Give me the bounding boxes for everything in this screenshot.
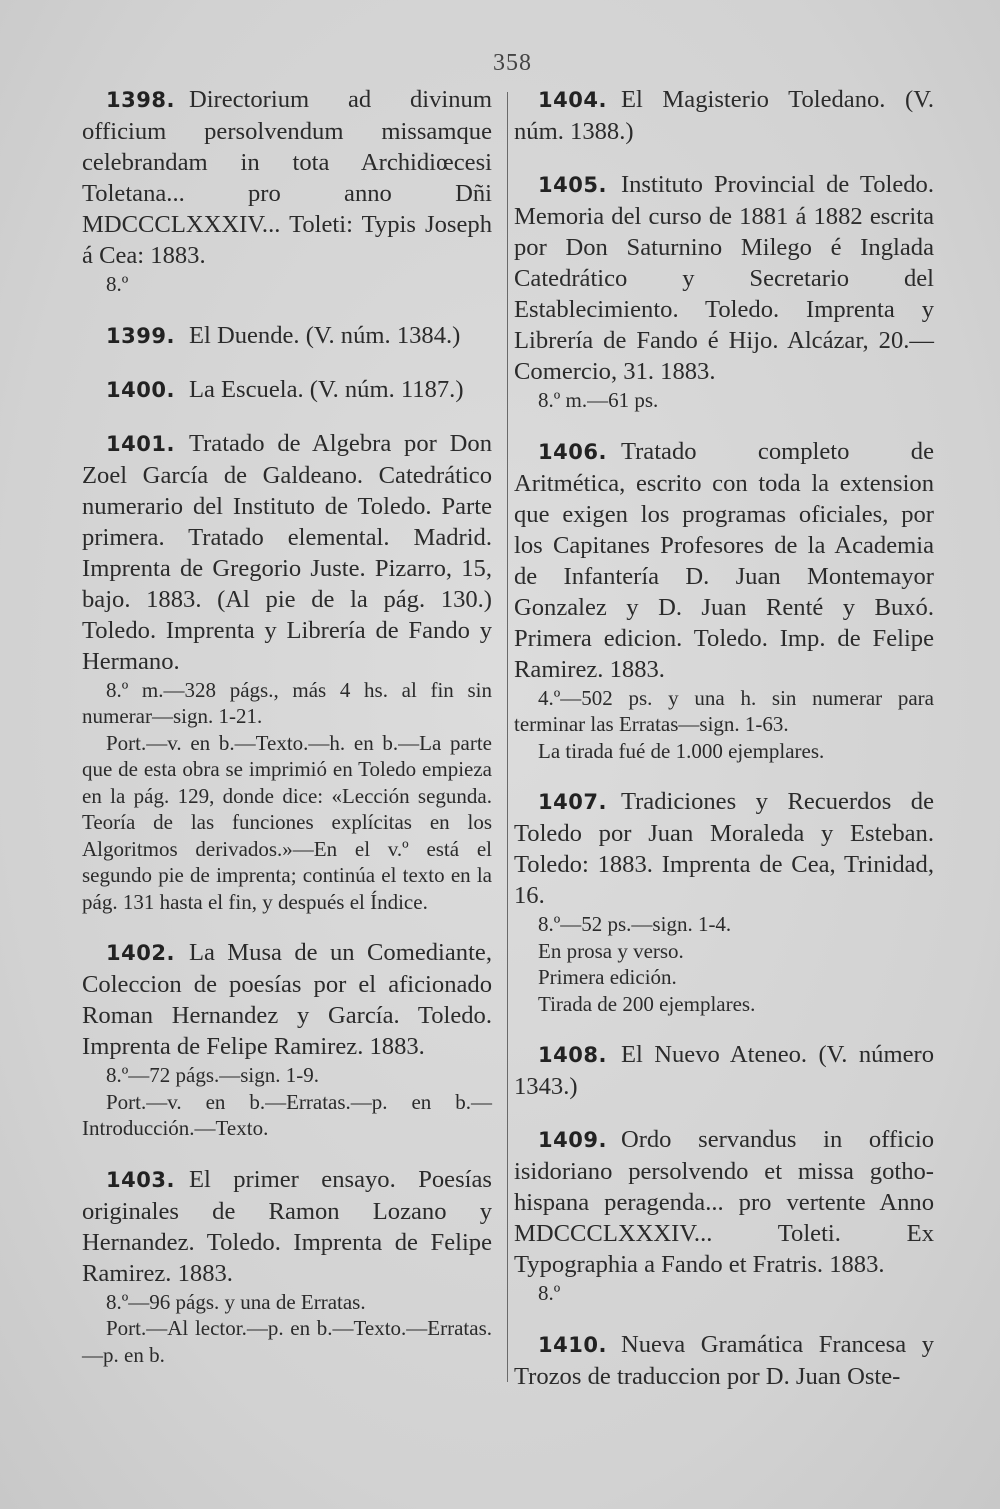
entry-note: Port.—Al lector.—p. en b.—Texto.—Erratas.—p. en b. <box>82 1316 492 1367</box>
catalog-entry-1407 <box>514 786 934 1017</box>
entry-text: El Nuevo Ateneo. (V. número 1343.) <box>514 1041 934 1100</box>
entry-number: 1407. <box>538 790 607 814</box>
entry-text: Tratado completo de Aritmética, escrito con toda la extension que exigen los programas oficiales, por los Capitanes Profesores de la Academia de Infantería D. Juan Montemayor Gonzalez y D. Juan Renté y Buxó. Primera edicion. Toledo. Imp. de Felipe Ramirez. 1883. <box>514 437 934 683</box>
entry-number: 1404. <box>538 88 607 112</box>
column-divider <box>507 92 508 1382</box>
catalog-entry-1405 <box>514 169 934 414</box>
entry-note: Port.—v. en b.—Texto.—h. en b.—La parte que de esta obra se imprimió en Toledo empieza en la pág. 129, donde dice: «Lección segunda. Teoría de las funciones explícitas en los Algoritmos derivados.»—En el v.º está el segundo pie de imprenta; continúa el texto en la pág. 131 hasta el fin, y después el Índice. <box>82 730 492 914</box>
entry-text: La Escuela. (V. núm. 1187.) <box>188 375 464 403</box>
entry-note: Primera edición. <box>538 965 677 989</box>
entry-number: 1410. <box>538 1332 607 1357</box>
entry-text: Tratado de Algebra por Don Zoel García de Galdeano. Catedrático numerario del Instituto de Toledo. Parte primera. Tratado elemental. Madrid. Imprenta de Gregorio Juste. Pizarro, 15, bajo. 1883. (Al pie de la pág. 130.) Toledo. Imprenta y Librería de Fando y Hermano. <box>82 429 492 675</box>
catalog-entry-1400 <box>82 374 492 406</box>
entry-number: 1406. <box>538 439 607 464</box>
entry-note: 4.º—502 ps. y una h. sin numerar para terminar las Erratas—sign. 1-63. <box>514 685 934 736</box>
catalog-entry-1398 <box>82 84 492 298</box>
catalog-entry-1403 <box>82 1164 492 1369</box>
entry-number: 1398. <box>106 88 175 112</box>
entry-note: Tirada de 200 ejemplares. <box>538 991 756 1016</box>
catalog-entry-1406 <box>514 436 934 765</box>
entry-note: 8.º—72 págs.—sign. 1-9. <box>106 1063 320 1087</box>
entry-text: Nueva Gramática Francesa y Trozos de traduccion por D. Juan Oste- <box>514 1330 934 1390</box>
entry-number: 1402. <box>106 941 175 965</box>
catalog-entry-1401 <box>82 428 492 916</box>
page-number: 358 <box>493 50 532 76</box>
entry-note: Port.—v. en b.—Erratas.—p. en b.—Introducción.—Texto. <box>82 1089 492 1140</box>
entry-text: El primer ensayo. Poesías originales de Ramon Lozano y Hernandez. Toledo. Imprenta de Felipe Ramirez. 1883. <box>82 1165 492 1287</box>
entry-text: Directorium ad divinum officium persolvendum missamque celebrandam in tota Archidiœcesi Toletana... pro anno Dñi MDCCCLXXXIV... Toleti: Typis Joseph á Cea: 1883. <box>82 86 492 269</box>
entry-number: 1409. <box>538 1128 607 1152</box>
entry-note: 8.º—52 ps.—sign. 1-4. <box>538 912 732 936</box>
entry-number: 1408. <box>538 1043 607 1067</box>
right-column <box>514 84 934 1414</box>
entry-note: En prosa y verso. <box>538 938 684 963</box>
catalog-entry-1408 <box>514 1039 934 1102</box>
entry-number: 1403. <box>106 1167 175 1192</box>
entry-text: Ordo servandus in officio isidoriano persolvendo et missa gotho-hispana peragenda... pro vertente Anno MDCCCLXXXIV... Toleti. Ex Typographia a Fando et Fratris. 1883. <box>514 1126 934 1278</box>
entry-note: 8.º—96 págs. y una de Erratas. <box>106 1289 366 1314</box>
entry-note: 8.º <box>538 1281 561 1305</box>
entry-note: La tirada fué de 1.000 ejemplares. <box>538 738 825 763</box>
catalog-entry-1404 <box>514 84 934 147</box>
left-column <box>82 84 492 1390</box>
catalog-entry-1399 <box>82 320 492 352</box>
entry-text: Instituto Provincial de Toledo. Memoria del curso de 1881 á 1882 escrita por Don Saturnino Milego é Inglada Catedrático y Secretario del Establecimiento. Toledo. Imprenta y Librería de Fando é Hijo. Alcázar, 20.—Comercio, 31. 1883. <box>514 171 934 385</box>
entry-note: 8.º m.—328 págs., más 4 hs. al fin sin numerar—sign. 1-21. <box>82 677 492 728</box>
catalog-entry-1409 <box>514 1124 934 1307</box>
catalog-entry-1402 <box>82 937 492 1142</box>
catalog-entry-1410 <box>514 1329 934 1392</box>
entry-text: Tradiciones y Recuerdos de Toledo por Juan Moraleda y Esteban. Toledo: 1883. Imprenta de Cea, Trinidad, 16. <box>514 788 934 909</box>
entry-text: El Duende. (V. núm. 1384.) <box>188 321 461 349</box>
entry-number: 1401. <box>106 431 175 456</box>
entry-text: El Magisterio Toledano. (V. núm. 1388.) <box>514 86 934 145</box>
entry-number: 1400. <box>106 377 175 402</box>
entry-note: 8.º <box>106 272 129 296</box>
entry-number: 1405. <box>538 173 607 197</box>
entry-note: 8.º m.—61 ps. <box>538 388 659 412</box>
entry-text: La Musa de un Comediante, Coleccion de poesías por el aficionado Roman Hernandez y García. Toledo. Imprenta de Felipe Ramirez. 1883. <box>82 939 492 1060</box>
entry-number: 1399. <box>106 323 175 348</box>
